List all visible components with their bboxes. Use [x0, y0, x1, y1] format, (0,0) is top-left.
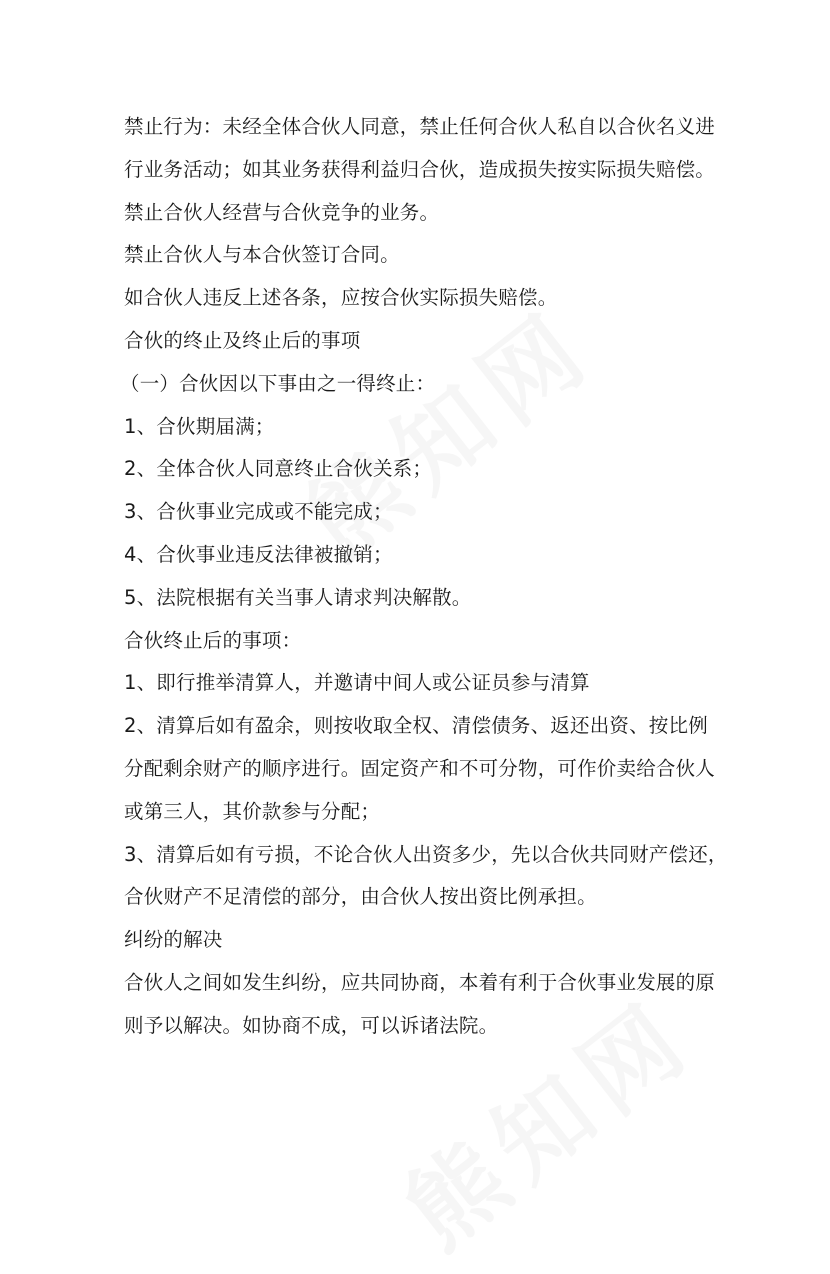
list-item: 2、全体合伙人同意终止合伙关系； — [124, 457, 433, 481]
paragraph-line: 禁止合伙人经营与合伙竞争的业务。 — [124, 200, 440, 224]
list-item: 3、清算后如有亏损，不论合伙人出资多少，先以合伙共同财产偿还， — [124, 842, 728, 866]
list-item: 2、清算后如有盈余，则按收取全权、清偿债务、返还出资、按比例 — [124, 714, 708, 738]
paragraph-line: 行业务活动；如其业务获得利益归合伙，造成损失按实际损失赔偿。 — [124, 157, 716, 181]
subsection-heading: （一）合伙因以下事由之一得终止： — [120, 371, 436, 395]
list-item: 4、合伙事业违反法律被撤销； — [124, 542, 393, 566]
list-item: 1、合伙期届满； — [124, 414, 275, 438]
paragraph-line: 则予以解决。如协商不成，可以诉诸法院。 — [124, 1013, 499, 1037]
document-body — [120, 106, 728, 1048]
section-heading: 合伙终止后的事项： — [124, 628, 302, 652]
paragraph-line: 或第三人，其价款参与分配； — [124, 799, 381, 823]
section-heading: 合伙的终止及终止后的事项 — [124, 328, 361, 352]
list-item: 3、合伙事业完成或不能完成； — [124, 500, 393, 524]
paragraph-line: 分配剩余财产的顺序进行。固定资产和不可分物，可作价卖给合伙人 — [124, 756, 716, 780]
section-heading: 纠纷的解决 — [124, 928, 223, 952]
paragraph-line: 合伙财产不足清偿的部分，由合伙人按出资比例承担。 — [124, 885, 597, 909]
list-item: 5、法院根据有关当事人请求判决解散。 — [124, 585, 472, 609]
paragraph-line: 禁止合伙人与本合伙签订合同。 — [124, 243, 400, 267]
paragraph-line: 如合伙人违反上述各条，应按合伙实际损失赔偿。 — [124, 286, 558, 310]
list-item: 1、即行推举清算人，并邀请中间人或公证员参与清算 — [124, 671, 590, 695]
paragraph-line: 禁止行为：未经全体合伙人同意，禁止任何合伙人私自以合伙名义进 — [124, 115, 716, 138]
paragraph-line: 合伙人之间如发生纠纷，应共同协商，本着有利于合伙事业发展的原 — [124, 970, 716, 994]
